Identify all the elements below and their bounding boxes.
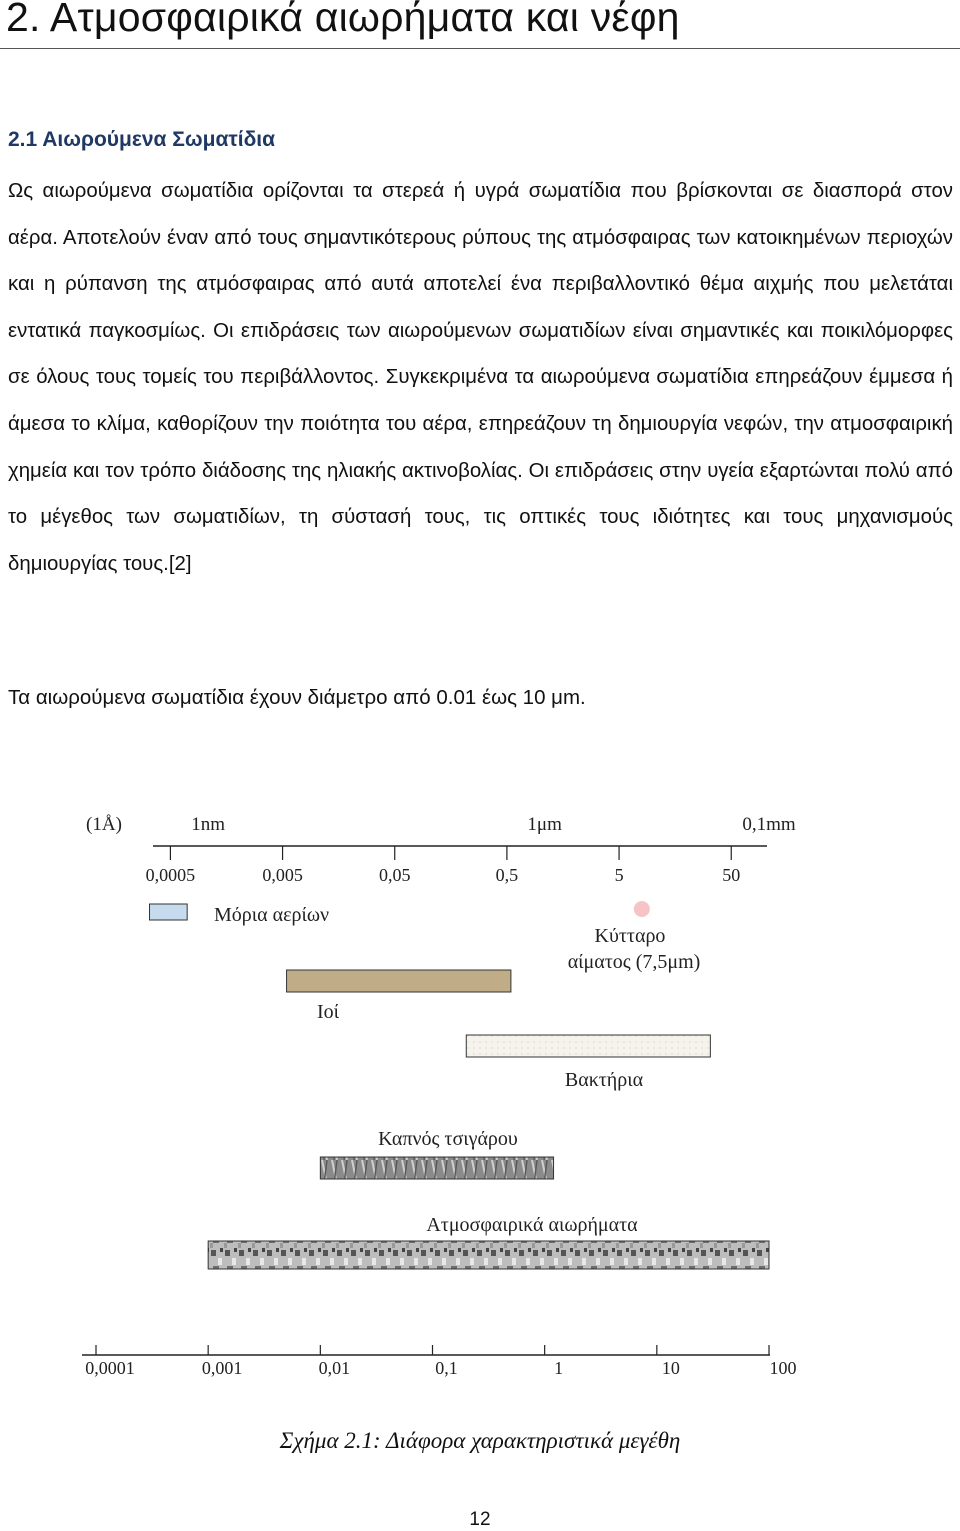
range-label: Ιοί: [316, 1001, 340, 1023]
bottom-tick-label: 10: [661, 1358, 680, 1378]
point-label: Κύτταρο: [594, 925, 666, 947]
particle-size-figure: [70, 800, 810, 1390]
top-tick-label: 50: [722, 865, 741, 885]
bottom-tick-label: 0,1: [435, 1358, 458, 1378]
body-paragraph: Ως αιωρούμενα σωματίδια ορίζονται τα στερεά ή υγρά σωματίδια που βρίσκονται σε διασπορά στον αέρα. Αποτελούν έναν από τους σημαντικότερους ρύπους της ατμόσφαιρας των κατοικημένων περιοχών και η ρύπανση της ατμόσφαιρας από αυτά αποτελεί ένα περιβαλλοντικό θέμα αιχμής που μελετάται εντατικά παγκοσμίως. Οι επιδράσεις των αιωρούμενων σωματιδίων είναι σημαντικές και ποικιλόμορφες σε όλους τους τομείς του περιβάλλοντος. Συγκεκριμένα τα αιωρούμενα σωματίδια επηρεάζουν έμμεσα ή άμεσα το κλίμα, καθορίζουν την ποιότητα του αέρα, επηρεάζουν τη δημιουργία νεφών, την ατμοσφαιρική χημεία και τον τρόπο διάδοσης της ηλιακής ακτινοβολίας. Οι επιδράσεις στην υγεία εξαρτώνται πολύ από το μέγεθος των σωματιδίων, τη σύστασή τους, τις οπτικές τους ιδιότητες και τους μηχανισμούς δημιουργίας τους.[2]: [8, 180, 953, 575]
top-unit-label: 1μm: [527, 814, 562, 835]
top-tick-label: 0,05: [378, 865, 411, 885]
range-bar: [287, 970, 511, 992]
top-tick-label: 0,5: [495, 865, 519, 885]
range-label: Καπνός τσιγάρου: [378, 1128, 518, 1150]
bottom-tick-label: 0,01: [318, 1358, 351, 1378]
title-rule: [0, 48, 960, 49]
top-unit-label: 1nm: [191, 814, 226, 835]
range-label: Ατμοσφαιρικά αιωρήματα: [426, 1214, 638, 1236]
diameter-statement: Τα αιωρούμενα σωματίδια έχουν διάμετρο από 0.01 έως 10 μm.: [8, 686, 586, 709]
range-bar: [466, 1035, 710, 1057]
figure-caption: Σχήμα 2.1: Διάφορα χαρακτηριστικά μεγέθη: [279, 1428, 681, 1453]
chapter-title: 2. Ατμοσφαιρικά αιωρήματα και νέφη: [6, 0, 680, 40]
bottom-tick-label: 1: [554, 1358, 564, 1378]
top-tick-label: 5: [614, 865, 624, 885]
section-heading: 2.1 Αιωρούμενα Σωματίδια: [8, 128, 276, 151]
range-bar: [150, 904, 188, 920]
bottom-tick-label: 0,0001: [85, 1358, 135, 1378]
top-tick-label: 0,0005: [145, 865, 196, 885]
bottom-tick-label: 100: [769, 1358, 797, 1378]
page-number: 12: [469, 1509, 491, 1530]
range-label: Βακτήρια: [564, 1069, 644, 1091]
bottom-tick-label: 0,001: [201, 1358, 243, 1378]
range-bar: [208, 1241, 769, 1269]
range-bar: [320, 1157, 553, 1179]
range-label: Μόρια αερίων: [214, 904, 330, 926]
point-label: αίματος (7,5μm): [567, 951, 701, 973]
point-marker: [634, 901, 650, 917]
top-tick-label: 0,005: [262, 865, 303, 885]
top-unit-label: (1Å): [86, 814, 122, 835]
top-unit-label: 0,1mm: [742, 814, 796, 835]
